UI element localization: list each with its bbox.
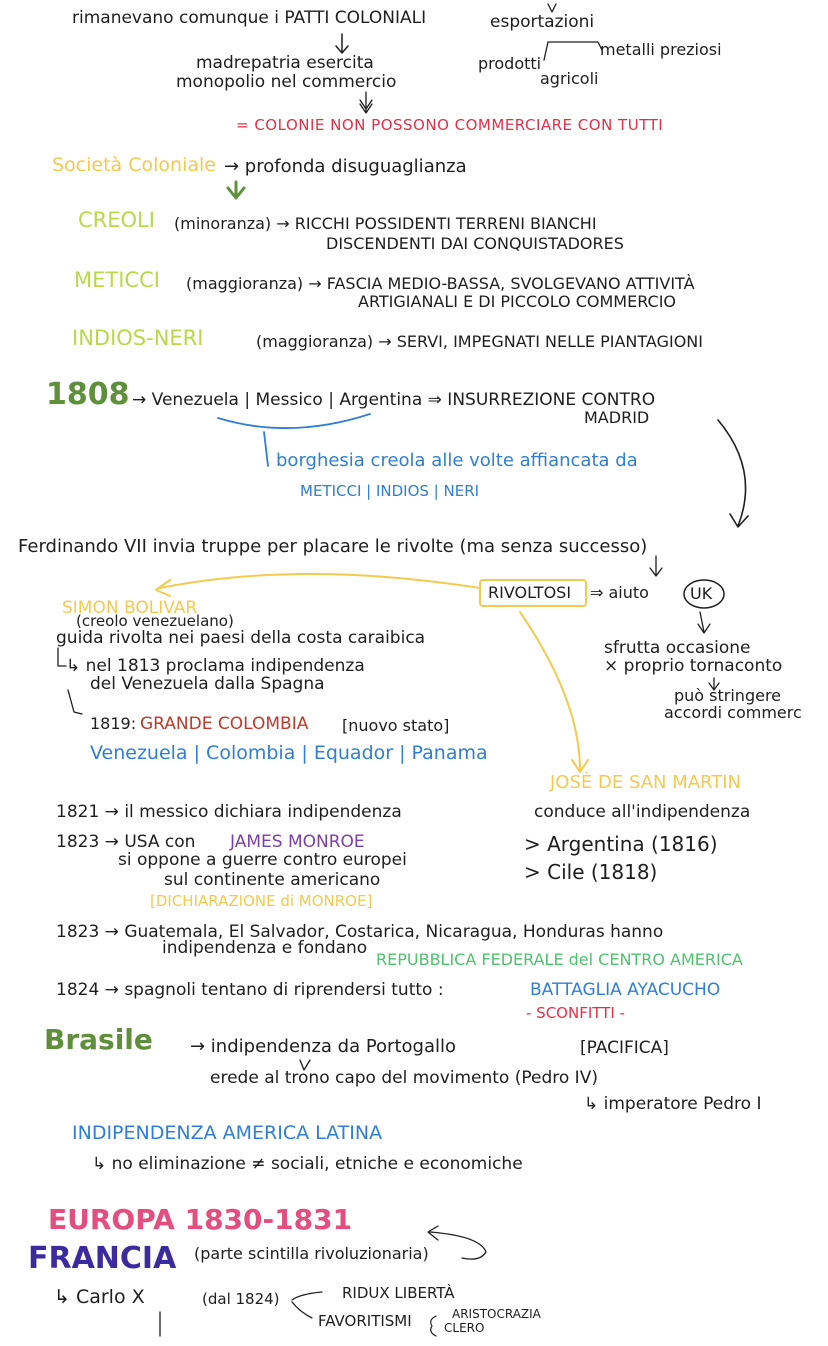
sconfitti-label: - SCONFITTI -	[526, 1004, 625, 1022]
patti-coloniali-line: rimanevano comunque i PATTI COLONIALI	[72, 8, 427, 28]
grande-colombia: GRANDE COLOMBIA	[140, 714, 309, 734]
favoritismi: FAVORITISMI	[318, 1312, 412, 1330]
ferdinando-line: Ferdinando VII invia truppe per placare le rivolte (ma senza successo)	[18, 536, 648, 557]
madrid-label: MADRID	[584, 408, 650, 427]
europa-heading: EUROPA 1830-1831	[48, 1203, 353, 1236]
prodotti-label: prodotti	[478, 54, 542, 73]
year-1824-line: 1824 → spagnoli tentano di riprendersi tutto :	[56, 980, 444, 1000]
pacifica-label: [PACIFICA]	[580, 1038, 669, 1058]
aristocrazia: ARISTOCRAZIA	[452, 1307, 541, 1321]
esportazioni-label: esportazioni	[490, 12, 595, 32]
madrepatria-label: madrepatria esercita	[196, 53, 374, 73]
indipendenza-fondano: indipendenza e fondano	[162, 938, 368, 958]
argentina-line: > Argentina (1816)	[524, 832, 718, 856]
bolivar-heading: SIMON BOLIVAR	[62, 598, 198, 618]
no-eliminazione-line: ↳ no eliminazione ≠ sociali, etniche e economiche	[92, 1154, 523, 1174]
year-1808: 1808	[46, 377, 130, 412]
disuguaglianza-label: → profonda disuguaglianza	[224, 156, 467, 177]
meticci-desc2: ARTIGIANALI E DI PICCOLO COMMERCIO	[358, 292, 677, 311]
indios-heading: INDIOS-NERI	[72, 326, 204, 350]
parte-scintilla: (parte scintilla rivoluzionaria)	[194, 1244, 429, 1263]
meticci-desc: (maggioranza) → FASCIA MEDIO-BASSA, SVOLGEVANO ATTIVITÀ	[186, 274, 695, 293]
repubblica-federale: REPUBBLICA FEDERALE del CENTRO AMERICA	[376, 950, 743, 969]
tornaconto-label: × proprio tornaconto	[604, 656, 783, 676]
ridux-liberta: RIDUX LIBERTÀ	[342, 1284, 455, 1302]
conduce-label: conduce all'indipendenza	[534, 802, 751, 822]
year-1821-line: 1821 → il messico dichiara indipendenza	[56, 802, 402, 822]
grande-colombia-list: Venezuela | Colombia | Equador | Panama	[90, 742, 488, 764]
colonie-line: = COLONIE NON POSSONO COMMERCIARE CON TUTTI	[236, 116, 664, 134]
borghesia-line: borghesia creola alle volte affiancata da	[276, 450, 638, 471]
nel-1813-line: ↳ nel 1813 proclama indipendenza	[66, 656, 365, 676]
brasile-desc: → indipendenza da Portogallo	[190, 1036, 457, 1057]
nuovo-stato-label: [nuovo stato]	[342, 716, 450, 735]
cile-line: > Cile (1818)	[524, 860, 658, 884]
venezuela-spagna-line: del Venezuela dalla Spagna	[90, 674, 325, 694]
accordi-label: accordi commerc	[664, 703, 802, 722]
agricoli-label: agricoli	[540, 69, 599, 88]
year-1823-usa: 1823 → USA con	[56, 832, 196, 852]
sfrutta-label: sfrutta occasione	[604, 638, 751, 658]
continente-line: sul continente americano	[164, 870, 381, 890]
clero: CLERO	[444, 1321, 485, 1335]
stringere-label: può stringere	[674, 686, 782, 705]
indipendenza-america-latina: INDIPENDENZA AMERICA LATINA	[72, 1122, 383, 1144]
carlo-x: ↳ Carlo X	[54, 1286, 145, 1308]
creolo-label: (creolo venezuelano)	[76, 612, 234, 630]
indios-desc: (maggioranza) → SERVI, IMPEGNATI NELLE PIANTAGIONI	[256, 332, 703, 351]
dal-1824: (dal 1824)	[202, 1290, 280, 1308]
imperatore-line: ↳ imperatore Pedro I	[584, 1094, 762, 1114]
rivoltosi-box: RIVOLTOSI	[488, 583, 572, 602]
monopolio-label: monopolio nel commercio	[176, 72, 397, 92]
erede-line: erede al trono capo del movimento (Pedro IV)	[210, 1068, 598, 1088]
dichiarazione-monroe: [DICHIARAZIONE di MONROE]	[150, 892, 373, 910]
francia-heading: FRANCIA	[28, 1241, 177, 1276]
year-1823-centro: 1823 → Guatemala, El Salvador, Costarica, Nicaragua, Honduras hanno	[56, 922, 664, 942]
creoli-heading: CREOLI	[78, 208, 155, 232]
battaglia-ayacucho: BATTAGLIA AYACUCHO	[530, 980, 721, 1000]
uk-label: UK	[690, 584, 713, 603]
meticci-heading: METICCI	[74, 268, 160, 292]
year-1819: 1819:	[90, 714, 137, 733]
san-martin-heading: JOSÈ DE SAN MARTIN	[550, 772, 742, 793]
creoli-desc: (minoranza) → RICCHI POSSIDENTI TERRENI BIANCHI	[174, 214, 597, 233]
year-1808-desc: → Venezuela | Messico | Argentina ⇒ INSURREZIONE CONTRO	[132, 390, 656, 410]
james-monroe: JAMES MONROE	[230, 832, 365, 852]
societa-label: Società Coloniale	[52, 154, 216, 176]
brasile-heading: Brasile	[44, 1023, 153, 1056]
metalli-label: metalli preziosi	[600, 40, 722, 59]
meticci-list: METICCI | INDIOS | NERI	[300, 482, 480, 500]
aiuto-label: ⇒ aiuto	[590, 583, 649, 602]
creoli-desc2: DISCENDENTI DAI CONQUISTADORES	[326, 234, 624, 253]
guida-line: guida rivolta nei paesi della costa caraibica	[56, 628, 426, 648]
si-oppone-line: si oppone a guerre contro europei	[118, 850, 407, 870]
